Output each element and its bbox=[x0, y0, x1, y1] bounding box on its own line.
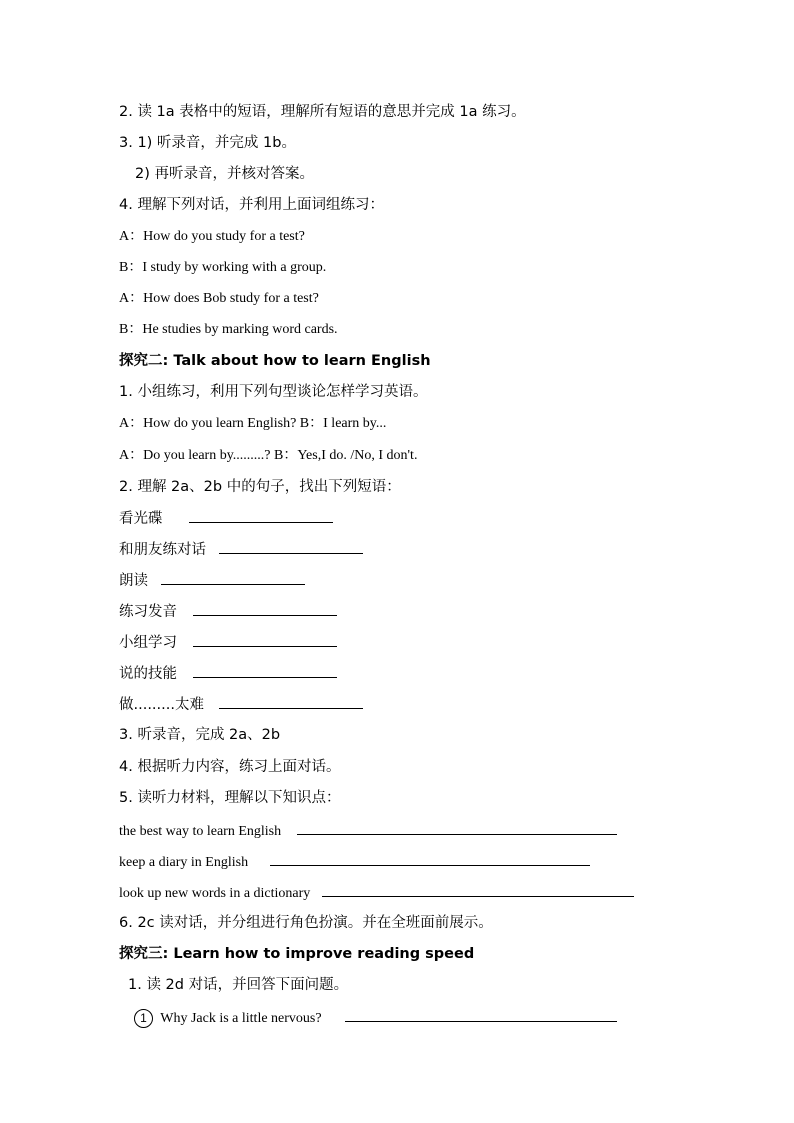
phrase-label: 小组学习 bbox=[119, 635, 177, 651]
phrase-label: 练习发音 bbox=[119, 604, 177, 620]
answer-blank[interactable] bbox=[270, 851, 590, 866]
dialogue-line: A：How do you learn English? B：I learn by... bbox=[119, 416, 387, 431]
instruction-group-practice: 1. 小组练习，利用下列句型谈论怎样学习英语。 bbox=[119, 384, 428, 400]
answer-blank[interactable] bbox=[161, 570, 305, 585]
answer-blank[interactable] bbox=[345, 1007, 617, 1022]
dialogue-line: A：Do you learn by.........? B：Yes,I do. /No, I don't. bbox=[119, 448, 418, 463]
knowledge-label: the best way to learn English bbox=[119, 824, 282, 839]
phrase-label: 说的技能 bbox=[119, 666, 177, 682]
dialogue-line: A：How do you study for a test? bbox=[119, 229, 305, 244]
instruction-role-play: 6. 2c 读对话，并分组进行角色扮演。并在全班面前展示。 bbox=[119, 915, 493, 931]
dialogue-line: A：How does Bob study for a test? bbox=[119, 291, 319, 306]
instruction-find-phrases: 2. 理解 2a、2b 中的句子，找出下列短语： bbox=[119, 479, 401, 495]
instruction-listen-1b: 3. 1) 听录音，并完成 1b。 bbox=[119, 135, 296, 151]
instruction-practice-dialogue: 4. 根据听力内容，练习上面对话。 bbox=[119, 759, 341, 775]
answer-blank[interactable] bbox=[193, 601, 337, 616]
instruction-listen-2a-2b: 3. 听录音，完成 2a、2b bbox=[119, 727, 281, 743]
instruction-listen-again: 2) 再听录音，并核对答案。 bbox=[135, 166, 314, 182]
phrase-label: 朗读 bbox=[119, 573, 148, 589]
instruction-read-2d: 1. 读 2d 对话，并回答下面问题。 bbox=[128, 977, 349, 993]
phrase-row bbox=[119, 694, 363, 715]
knowledge-row bbox=[119, 820, 617, 842]
knowledge-row bbox=[119, 851, 590, 873]
phrase-label: 做.........太难 bbox=[119, 697, 204, 713]
phrase-row bbox=[119, 508, 333, 529]
answer-blank[interactable] bbox=[193, 632, 337, 647]
phrase-label: 和朋友练对话 bbox=[119, 542, 206, 558]
question-text: Why Jack is a little nervous? bbox=[160, 1011, 322, 1026]
phrase-row bbox=[119, 632, 337, 653]
question-row bbox=[134, 1007, 617, 1029]
section-heading-explore-2: 探究二: Talk about how to learn English bbox=[119, 353, 431, 369]
answer-blank[interactable] bbox=[189, 508, 333, 523]
answer-blank[interactable] bbox=[322, 882, 634, 897]
dialogue-line: B：I study by working with a group. bbox=[119, 260, 327, 275]
dialogue-line: B：He studies by marking word cards. bbox=[119, 322, 338, 337]
phrase-row bbox=[119, 663, 337, 684]
instruction-read-1a: 2. 读 1a 表格中的短语，理解所有短语的意思并完成 1a 练习。 bbox=[119, 104, 526, 120]
answer-blank[interactable] bbox=[219, 694, 363, 709]
knowledge-row bbox=[119, 882, 634, 904]
knowledge-label: keep a diary in English bbox=[119, 855, 249, 870]
phrase-row bbox=[119, 570, 305, 591]
answer-blank[interactable] bbox=[297, 820, 617, 835]
phrase-row bbox=[119, 539, 363, 560]
answer-blank[interactable] bbox=[193, 663, 337, 678]
instruction-dialogue-practice: 4. 理解下列对话，并利用上面词组练习： bbox=[119, 197, 384, 213]
instruction-read-material: 5. 读听力材料，理解以下知识点： bbox=[119, 790, 341, 806]
section-heading-explore-3: 探究三: Learn how to improve reading speed bbox=[119, 946, 475, 962]
phrase-label: 看光碟 bbox=[119, 511, 163, 527]
phrase-row bbox=[119, 601, 337, 622]
knowledge-label: look up new words in a dictionary bbox=[119, 886, 311, 901]
circled-number-1: 1 bbox=[134, 1009, 153, 1028]
answer-blank[interactable] bbox=[219, 539, 363, 554]
